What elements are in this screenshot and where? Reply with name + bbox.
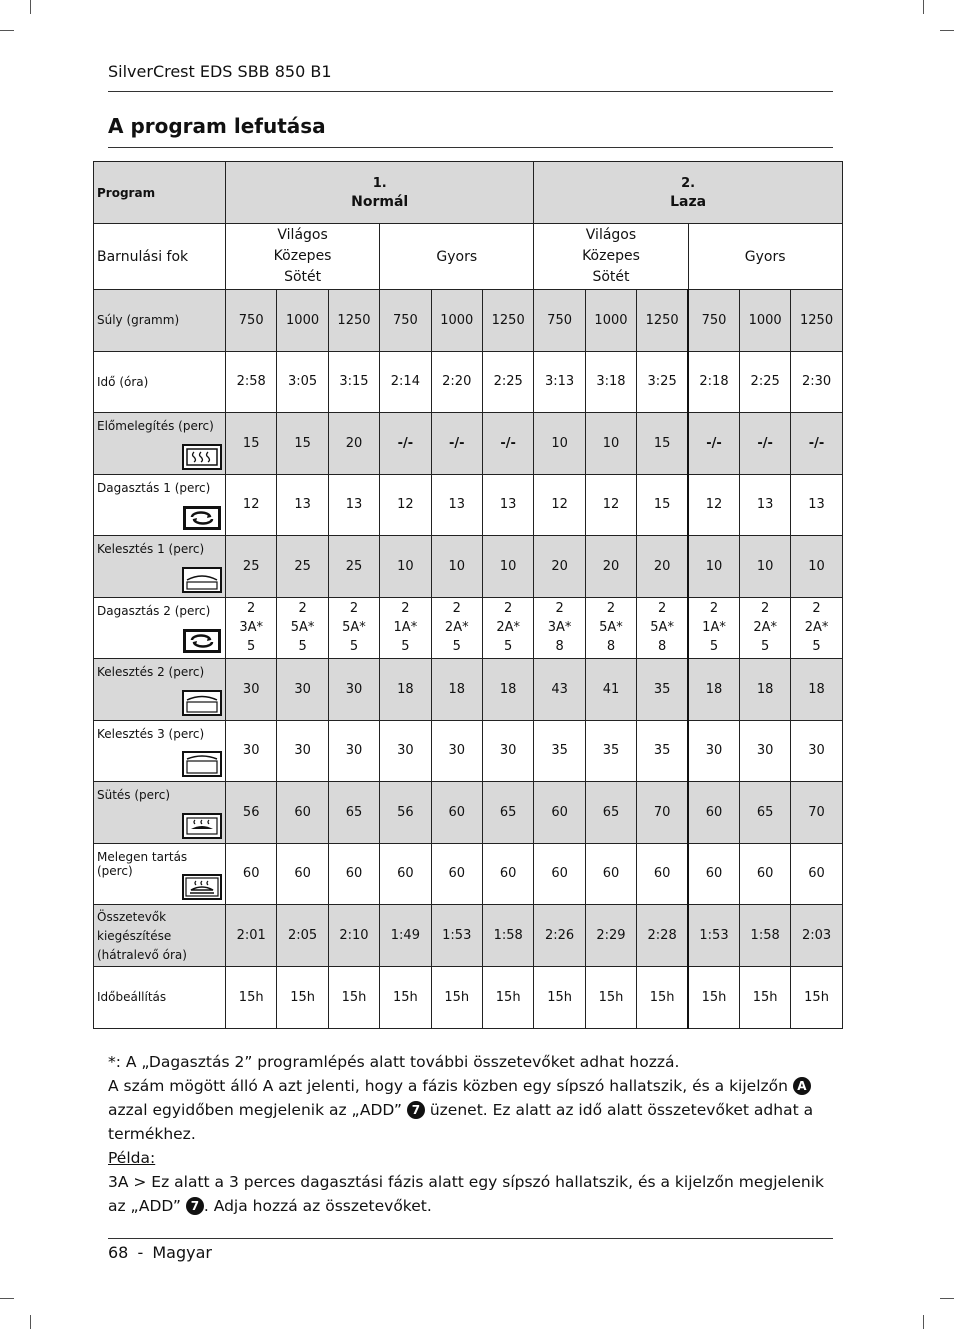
table-cell: -/-: [688, 413, 739, 475]
rise-1-icon: [182, 567, 222, 593]
crop-mark: [923, 0, 924, 14]
cell-line: 2: [709, 601, 719, 617]
row-label-text: Idő (óra): [97, 374, 149, 389]
browning-light-2: [534, 224, 688, 290]
cell-line: 5A*: [599, 620, 623, 636]
table-cell: 35: [585, 720, 636, 782]
table-cell: 15h: [585, 967, 636, 1029]
row-label: [94, 720, 226, 782]
row-label: [94, 597, 226, 659]
table-cell: [739, 597, 790, 659]
table-cell: [637, 597, 688, 659]
table-cell: 20: [637, 536, 688, 598]
table-cell: 65: [739, 782, 790, 844]
table-cell: 60: [431, 782, 482, 844]
bake-icon: [182, 813, 222, 839]
table-cell: 1:58: [482, 905, 533, 967]
crop-mark: [0, 30, 14, 31]
cell-line: 2A*: [444, 620, 469, 636]
table-cell: 10: [791, 536, 842, 598]
row-label: [94, 290, 226, 352]
table-cell: 2:28: [637, 905, 688, 967]
table-cell: 15h: [431, 967, 482, 1029]
row-label-text: Időbeállítás: [97, 990, 167, 1005]
rise-3-icon: [182, 751, 222, 777]
table-cell: 750: [534, 290, 585, 352]
note-text: . Adja hozzá az összetevőket.: [203, 1197, 432, 1215]
note-line-2: [108, 1074, 838, 1146]
cell-line: 5A*: [342, 620, 366, 636]
table-cell: 30: [277, 720, 328, 782]
table-cell: 1000: [277, 290, 328, 352]
row-label-text: Dagasztás 2 (perc): [97, 603, 211, 618]
program-table: [93, 161, 843, 1029]
knead-icon: [182, 628, 222, 654]
row-label: [94, 905, 226, 967]
example-label-text: Példa:: [108, 1149, 156, 1167]
table-cell: 60: [226, 843, 277, 905]
cell-line: 3A*: [239, 620, 264, 636]
table-cell: [585, 597, 636, 659]
table-cell: 15: [226, 413, 277, 475]
header-rule: [108, 91, 833, 92]
cell-line: 2: [349, 601, 359, 617]
cell-line: 8: [657, 639, 667, 655]
table-cell: 2:30: [791, 351, 842, 413]
table-cell: 30: [328, 720, 379, 782]
table-cell: 30: [380, 720, 431, 782]
table-cell: 10: [739, 536, 790, 598]
table-cell: 18: [791, 659, 842, 721]
page-title: A program lefutása: [108, 114, 326, 138]
note-text: A szám mögött álló A azt jelenti, hogy a fázis közben egy sípszó hallatszik, és a kijelzőn: [108, 1077, 788, 1095]
browning-option: Világos: [277, 227, 328, 243]
cell-line: 5: [298, 639, 307, 655]
table-cell: 18: [482, 659, 533, 721]
table-cell: 20: [328, 413, 379, 475]
cell-line: 5A*: [650, 620, 674, 636]
browning-option: Közepes: [273, 248, 332, 264]
table-row: [94, 967, 843, 1029]
cell-line: 5: [349, 639, 359, 655]
note-line-1: *: A „Dagasztás 2” programlépés alatt további összetevőket adhat hozzá.: [108, 1053, 680, 1071]
table-cell: 35: [637, 720, 688, 782]
table-row: [94, 659, 843, 721]
table-cell: 12: [585, 474, 636, 536]
cell-line: 2: [555, 601, 564, 617]
table-cell: 1:58: [739, 905, 790, 967]
row-label-text: Előmelegítés (perc): [97, 419, 214, 433]
row-label-text: Sütés (perc): [97, 788, 171, 802]
table-cell: 1:49: [380, 905, 431, 967]
row-label-line: kiegészítése: [97, 929, 172, 943]
table-cell: 13: [739, 474, 790, 536]
table-cell: [688, 597, 739, 659]
row-label-line: Összetevők: [97, 910, 167, 924]
crop-mark: [30, 0, 31, 14]
table-cell: 15: [637, 474, 688, 536]
browning-option: Közepes: [582, 248, 640, 264]
cell-line: 2A*: [753, 620, 777, 636]
table-cell: [380, 597, 431, 659]
table-cell: 35: [534, 720, 585, 782]
note-text: üzenet. Ez alatt az idő alatt összetevőket adhat a termékhez.: [108, 1101, 814, 1143]
browning-light-1: [226, 224, 380, 290]
row-label: [94, 967, 226, 1029]
table-row: [94, 597, 843, 659]
table-cell: 2:26: [534, 905, 585, 967]
cell-line: 5: [761, 639, 770, 655]
table-cell: 15: [277, 413, 328, 475]
cell-line: 2: [761, 601, 770, 617]
table-cell: -/-: [431, 413, 482, 475]
table-cell: 70: [791, 782, 842, 844]
add-7-marker-icon: 7: [186, 1197, 204, 1215]
crop-mark: [940, 1298, 954, 1299]
row-label: [94, 413, 226, 475]
cell-line: 2: [504, 601, 513, 617]
row-label-text: Dagasztás 1 (perc): [97, 480, 211, 495]
table-cell: 10: [534, 413, 585, 475]
cell-line: 5: [709, 639, 719, 655]
table-cell: 60: [688, 782, 739, 844]
table-cell: 30: [226, 659, 277, 721]
table-row: [94, 290, 843, 352]
table-cell: 18: [688, 659, 739, 721]
table-cell: 65: [585, 782, 636, 844]
browning-fast-2: Gyors: [688, 224, 842, 290]
table-cell: 60: [585, 843, 636, 905]
table-cell: 2:14: [380, 351, 431, 413]
table-row: [94, 905, 843, 967]
table-cell: 1250: [482, 290, 533, 352]
table-cell: 2:05: [277, 905, 328, 967]
table-cell: 13: [791, 474, 842, 536]
table-cell: 41: [585, 659, 636, 721]
row-label: [94, 351, 226, 413]
table-row: [94, 782, 843, 844]
table-cell: 10: [431, 536, 482, 598]
cell-line: 5: [401, 639, 410, 655]
table-cell: 10: [482, 536, 533, 598]
table-cell: 1:53: [688, 905, 739, 967]
table-cell: 60: [277, 782, 328, 844]
note-text: azzal egyidőben megjelenik az „ADD”: [108, 1101, 402, 1119]
table-cell: 3:15: [328, 351, 379, 413]
footnotes: [108, 1050, 838, 1218]
add-7-marker-icon: 7: [407, 1101, 425, 1119]
crop-mark: [30, 1315, 31, 1329]
table-cell: 30: [277, 659, 328, 721]
table-cell: 15h: [277, 967, 328, 1029]
footer-separator: -: [137, 1243, 144, 1262]
table-cell: 15h: [739, 967, 790, 1029]
table-cell: 56: [380, 782, 431, 844]
cell-line: 5: [504, 639, 513, 655]
row-label: [94, 474, 226, 536]
table-cell: 18: [380, 659, 431, 721]
table-cell: 10: [380, 536, 431, 598]
table-row: [94, 720, 843, 782]
table-cell: 2:29: [585, 905, 636, 967]
table-cell: 70: [637, 782, 688, 844]
table-cell: 2:58: [226, 351, 277, 413]
table-cell: -/-: [482, 413, 533, 475]
table-cell: 13: [328, 474, 379, 536]
table-cell: 60: [688, 843, 739, 905]
cell-line: 2: [812, 601, 821, 617]
table-cell: 2:18: [688, 351, 739, 413]
table-cell: 18: [739, 659, 790, 721]
row-label: [94, 536, 226, 598]
row-label-line: (hátralevő óra): [97, 948, 187, 962]
program-2-name: Laza: [670, 193, 707, 210]
row-label: [94, 843, 226, 905]
note-text: 3A > Ez alatt a 3 perces dagasztási fázis alatt egy sípszó hallatszik, és a kijelzőn megjelenik az „ADD”: [108, 1173, 824, 1215]
table-cell: 13: [431, 474, 482, 536]
table-cell: 60: [482, 843, 533, 905]
table-cell: 3:13: [534, 351, 585, 413]
table-cell: 2:10: [328, 905, 379, 967]
cell-line: 2: [298, 601, 307, 617]
row-label: [94, 659, 226, 721]
cell-line: 5: [247, 639, 256, 655]
table-cell: [328, 597, 379, 659]
table-cell: 15h: [688, 967, 739, 1029]
table-cell: 60: [637, 843, 688, 905]
crop-mark: [923, 1315, 924, 1329]
cell-line: 2: [452, 601, 461, 617]
rise-2-icon: [182, 690, 222, 716]
table-cell: -/-: [380, 413, 431, 475]
table-cell: 3:18: [585, 351, 636, 413]
table-cell: 1250: [637, 290, 688, 352]
footer-rule: [108, 1238, 833, 1239]
table-cell: 15h: [534, 967, 585, 1029]
cell-line: 5A*: [290, 620, 315, 636]
program-2-number: 2.: [681, 175, 696, 191]
title-rule: [108, 147, 833, 148]
row-label-text: Kelesztés 2 (perc): [97, 665, 205, 679]
keep-warm-icon: [182, 874, 222, 900]
table-cell: 1000: [431, 290, 482, 352]
crop-mark: [0, 1298, 14, 1299]
program-2-header: [534, 162, 842, 224]
table-cell: 43: [534, 659, 585, 721]
table-cell: 65: [482, 782, 533, 844]
table-cell: 60: [380, 843, 431, 905]
table-row: [94, 474, 843, 536]
footer-language: Magyar: [152, 1243, 212, 1262]
browning-fast-1: Gyors: [380, 224, 534, 290]
table-cell: 1:53: [431, 905, 482, 967]
table-cell: [277, 597, 328, 659]
table-cell: 30: [791, 720, 842, 782]
cell-line: 2: [247, 601, 256, 617]
cell-line: 5: [452, 639, 461, 655]
table-cell: 60: [431, 843, 482, 905]
table-cell: 750: [380, 290, 431, 352]
program-1-header: [226, 162, 534, 224]
table-cell: 2:25: [739, 351, 790, 413]
table-cell: 750: [688, 290, 739, 352]
table-cell: 12: [688, 474, 739, 536]
display-a-marker-icon: A: [793, 1077, 811, 1095]
browning-option: Sötét: [592, 269, 630, 285]
table-cell: 1250: [328, 290, 379, 352]
row-label-text: Melegen tartás (perc): [97, 849, 188, 878]
example-label: [108, 1146, 838, 1170]
table-cell: 15h: [380, 967, 431, 1029]
row-label-text: Súly (gramm): [97, 313, 180, 328]
table-cell: 30: [739, 720, 790, 782]
table-cell: 18: [431, 659, 482, 721]
cell-line: 2: [401, 601, 410, 617]
table-row: [94, 351, 843, 413]
table-cell: 15h: [482, 967, 533, 1029]
page-footer: [108, 1243, 212, 1262]
table-cell: 60: [534, 843, 585, 905]
browning-option: Sötét: [284, 269, 322, 285]
cell-line: 1A*: [393, 620, 418, 636]
cell-line: 2A*: [496, 620, 520, 636]
table-cell: [791, 597, 842, 659]
knead-icon: [182, 505, 222, 531]
table-cell: 10: [585, 413, 636, 475]
preheat-icon: [182, 444, 222, 470]
table-cell: 15h: [226, 967, 277, 1029]
table-cell: 13: [277, 474, 328, 536]
table-cell: 12: [380, 474, 431, 536]
table-cell: 60: [534, 782, 585, 844]
table-row: [94, 536, 843, 598]
crop-mark: [940, 30, 954, 31]
table-cell: 15h: [637, 967, 688, 1029]
cell-line: 3A*: [547, 620, 572, 636]
table-cell: 60: [277, 843, 328, 905]
table-cell: 15h: [791, 967, 842, 1029]
table-cell: 30: [226, 720, 277, 782]
table-cell: 20: [585, 536, 636, 598]
cell-line: 8: [606, 639, 616, 655]
table-cell: 1250: [791, 290, 842, 352]
row-label: [94, 782, 226, 844]
row-label-text: Kelesztés 3 (perc): [97, 726, 205, 741]
table-row: [94, 413, 843, 475]
table-cell: 1000: [585, 290, 636, 352]
document-header: SilverCrest EDS SBB 850 B1: [108, 62, 332, 81]
table-cell: 30: [328, 659, 379, 721]
table-cell: 2:03: [791, 905, 842, 967]
table-cell: 60: [739, 843, 790, 905]
cell-line: 8: [555, 639, 564, 655]
table-cell: 2:20: [431, 351, 482, 413]
table-cell: 15: [637, 413, 688, 475]
table-cell: 12: [534, 474, 585, 536]
table-cell: 25: [226, 536, 277, 598]
program-header-label: Program: [94, 162, 226, 224]
table-cell: 750: [226, 290, 277, 352]
browning-option: Világos: [585, 227, 637, 243]
table-cell: 2:25: [482, 351, 533, 413]
table-cell: 3:05: [277, 351, 328, 413]
table-cell: 25: [277, 536, 328, 598]
table-cell: [226, 597, 277, 659]
program-1-number: 1.: [372, 175, 387, 191]
table-cell: 25: [328, 536, 379, 598]
table-cell: 3:25: [637, 351, 688, 413]
table-cell: 13: [482, 474, 533, 536]
table-cell: [482, 597, 533, 659]
cell-line: 1A*: [702, 620, 726, 636]
table-cell: 60: [328, 843, 379, 905]
table-cell: 30: [482, 720, 533, 782]
page-number: 68: [108, 1243, 129, 1262]
note-line-3: [108, 1170, 838, 1218]
table-cell: 12: [226, 474, 277, 536]
program-1-name: Normál: [351, 193, 409, 210]
cell-line: 2A*: [804, 620, 829, 636]
table-cell: 30: [688, 720, 739, 782]
table-cell: 10: [688, 536, 739, 598]
table-cell: [431, 597, 482, 659]
table-cell: [534, 597, 585, 659]
table-cell: 60: [791, 843, 842, 905]
browning-label: Barnulási fok: [94, 224, 226, 290]
table-cell: 15h: [328, 967, 379, 1029]
table-cell: 1000: [739, 290, 790, 352]
row-label-text: Kelesztés 1 (perc): [97, 542, 205, 556]
table-cell: -/-: [791, 413, 842, 475]
table-cell: 2:01: [226, 905, 277, 967]
table-cell: 20: [534, 536, 585, 598]
table-cell: 56: [226, 782, 277, 844]
cell-line: 5: [812, 639, 821, 655]
cell-line: 2: [657, 601, 667, 617]
cell-line: 2: [606, 601, 616, 617]
table-cell: -/-: [739, 413, 790, 475]
table-cell: 35: [637, 659, 688, 721]
table-cell: 65: [328, 782, 379, 844]
table-cell: 30: [431, 720, 482, 782]
table-row: [94, 843, 843, 905]
